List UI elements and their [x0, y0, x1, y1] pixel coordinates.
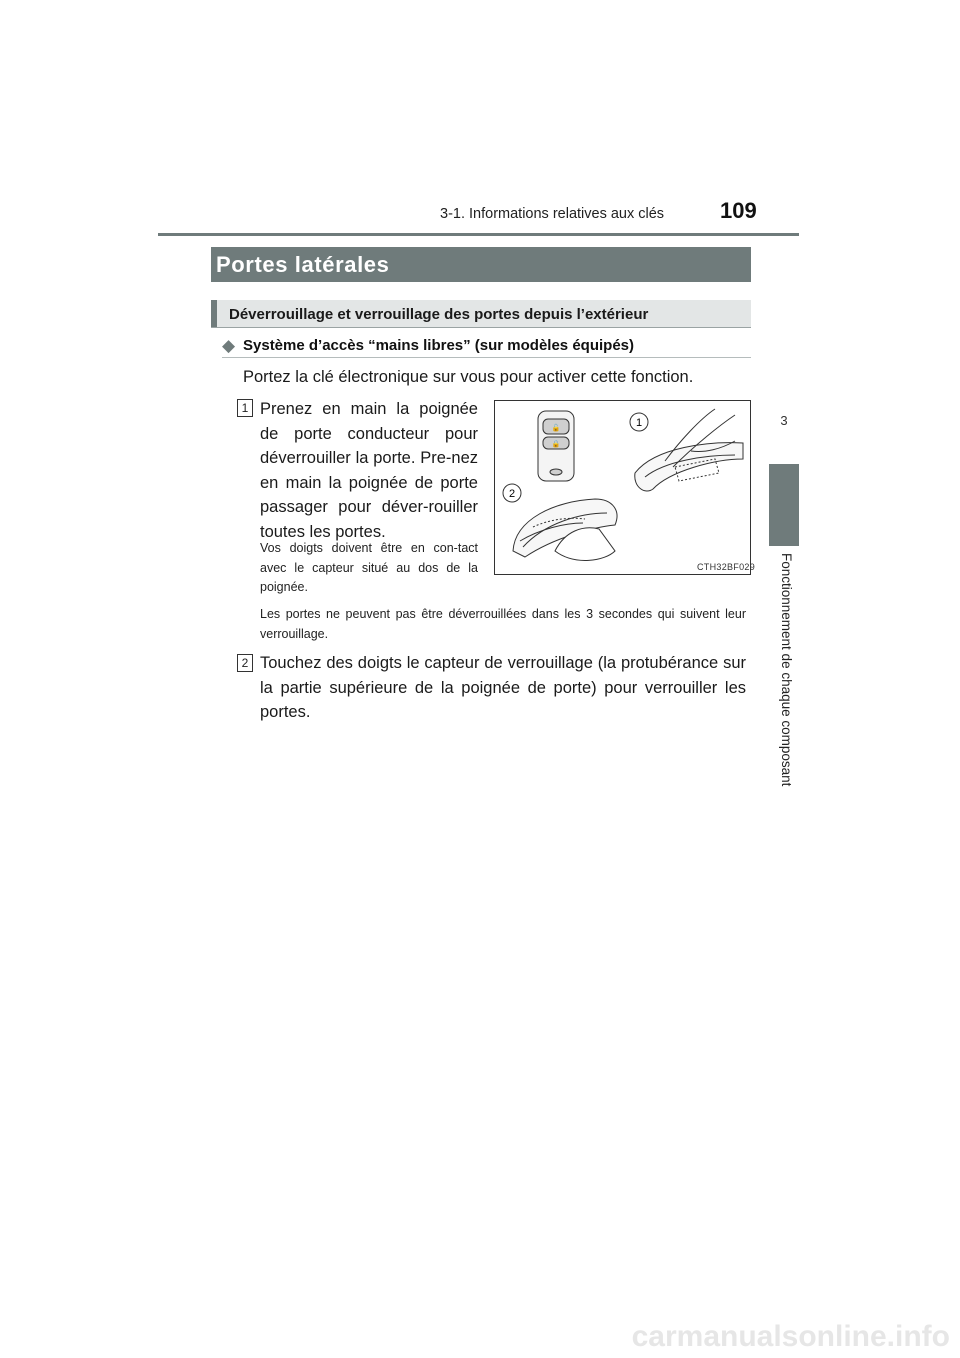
feature-heading: Système d’accès “mains libres” (sur modèles équipés) [243, 337, 634, 354]
figure-code: CTH32BF029 [697, 562, 756, 572]
subsection-rule [211, 327, 751, 328]
step-2-badge: 2 [237, 654, 253, 672]
callout-2-label: 2 [508, 488, 516, 500]
door-handle-lock [513, 499, 617, 560]
smart-key-icon [538, 411, 574, 481]
lock-delay-note: Les portes ne peuvent pas être déverrouillées dans les 3 secondes qui suivent leur verrouillage. [260, 607, 746, 641]
chapter-tab [769, 464, 799, 546]
section-title: Portes latérales [211, 247, 751, 282]
intro-text: Portez la clé électronique sur vous pour activer cette fonction. [243, 368, 694, 386]
step-2-text: Touchez des doigts le capteur de verrouillage (la protubérance sur la partie supérieure de la poignée de porte) pour verrouiller les portes. [260, 654, 746, 722]
running-header-section: 3-1. Informations relatives aux clés [440, 206, 665, 222]
chapter-title: Fonctionnement de chaque composant [779, 553, 794, 787]
page-number: 109 [720, 198, 757, 223]
step-1-badge: 1 [237, 399, 253, 417]
diamond-bullet-icon: ◆ [222, 336, 236, 355]
subsection-heading: Déverrouillage et verrouillage des portes depuis l’extérieur [211, 300, 751, 328]
step-1-note: Vos doigts doivent être en con-tact avec le capteur situé au dos de la poignée. [260, 541, 478, 594]
header-rule [158, 233, 799, 236]
door-handle-unlock [635, 409, 743, 491]
door-handle-illustration [494, 400, 751, 575]
illustration-svg [495, 401, 750, 574]
svg-text:🔒: 🔒 [551, 441, 561, 448]
callout-1-label: 1 [635, 417, 643, 429]
svg-text:🔓: 🔓 [551, 425, 561, 432]
feature-rule [222, 357, 751, 358]
step-1-text: Prenez en main la poignée de porte conducteur pour déverrouiller la porte. Pre-nez en main la poignée de porte passager pour déver-rouiller toutes les portes. [260, 400, 478, 541]
site-watermark: carmanualsonline.info [631, 1320, 950, 1353]
chapter-number: 3 [780, 413, 788, 428]
